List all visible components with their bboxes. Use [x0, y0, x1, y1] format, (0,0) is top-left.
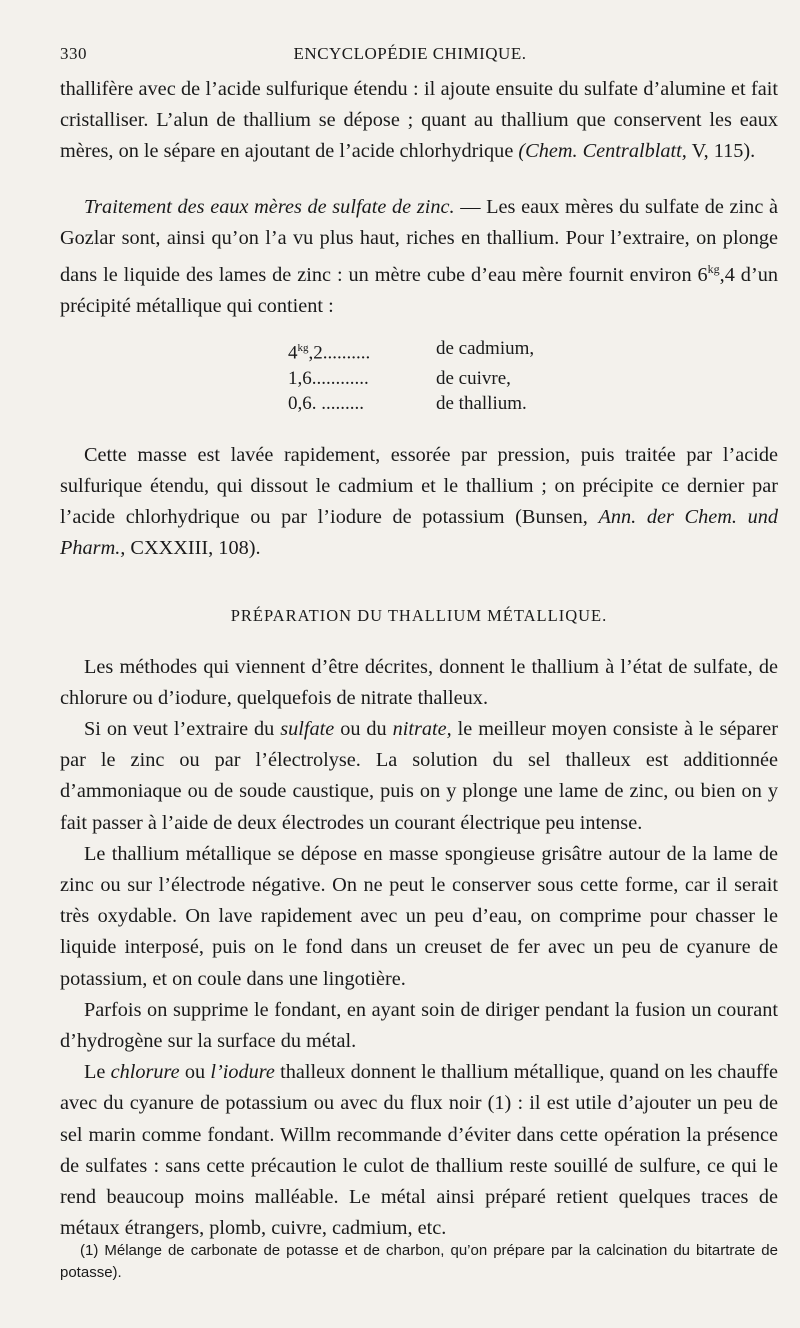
running-title: ENCYCLOPÉDIE CHIMIQUE. [293, 44, 527, 63]
footnote-text: (1) Mélange de carbonate de potasse et de charbon, qu’on prépare par la calcination du bitartrate de potasse). [60, 1242, 778, 1281]
paragraph-deposit: Le thallium métallique se dépose en masse spongieuse grisâtre autour de la lame de zinc ou sur l’électrode négative. On ne peut le conserver sous cette forme, car il serait très oxydable. On lave rapidement avec un peu d’eau, on comprime pour chasser le liquide interposé, puis on le fond dans un creuset de fer avec un peu de cyanure de potassium, et on coule dans une lingotière. [60, 842, 778, 990]
paragraph-methods: Les méthodes qui viennent d’être décrites, donnent le thallium à l’état de sulfate, de chlorure ou d’iodure, quelquefois de nitrate thalleux. [60, 655, 778, 709]
page-header [60, 40, 760, 70]
paragraph-flux: Parfois on supprime le fondant, en ayant soin de diriger pendant la fusion un courant d’hydrogène sur la surface du métal. [60, 998, 778, 1052]
paragraph-continuation: thallifère avec de l’acide sulfurique étendu : il ajoute ensuite du sulfate d’alumine et fait cristalliser. L’alun de thallium se dépose ; quant au thallium que conservent les eaux mères, on le sépare en ajoutant de l’acide chlorhydrique (Chem. Centralblatt, V, 115). [60, 78, 778, 163]
page-number: 330 [60, 44, 87, 63]
paragraph-zinc-sulfate: Traitement des eaux mères de sulfate de zinc. — Les eaux mères du sulfate de zinc à Gozlar sont, ainsi qu’on l’a vu plus haut, riches en thallium. Pour l’extraire, on plonge dans le liquide des lames de zinc : un mètre cube d’eau mère fournit environ $6^{kg},4$ d’un précipité métallique qui contient : [60, 195, 778, 317]
list-item: 0,6. ......... de thallium. [288, 392, 527, 414]
paragraph-extraction: Si on veut l’extraire du sulfate ou du nitrate, le meilleur moyen consiste à le séparer par le zinc ou par l’électrolyse. La solution du sel thalleux est additionnée d’ammoniaque ou de soude caustique, puis on y plonge une lame de zinc, ou bien on y fait passer à l’aide de deux électrodes un courant électrique peu intense. [60, 717, 778, 834]
list-item: $4^{kg},2$.......... de cadmium, [288, 338, 535, 364]
composition-list [288, 336, 778, 415]
citation-journal: (Chem. Centralblatt, [518, 140, 687, 163]
section-title: PRÉPARATION DU THALLIUM MÉTALLIQUE. [230, 606, 608, 626]
paragraph-chloride: Le chlorure ou l’iodure thalleux donnent le thallium métallique, quand on les chauffe avec du cyanure de potassium ou avec du flux noir (1) : il est utile d’ajouter un peu de sel marin comme fondant. Willm recommande d’éviter dans cette opération la présence de sulfates : sans cette précaution le culot de thallium reste souillé de sulfure, ce qui le rend beaucoup moins malléable. Le métal ainsi préparé retient quelques traces de métaux étrangers, plomb, cuivre, cadmium, etc. [60, 1061, 778, 1240]
footnote [60, 1240, 778, 1284]
paragraph-heading: Traitement des eaux mères de sulfate de zinc. [84, 195, 455, 218]
page-body [60, 74, 778, 1244]
paragraph-washing: Cette masse est lavée rapidement, essorée par pression, puis traitée par l’acide sulfurique étendu, qui dissout le cadmium et le thallium ; on précipite ce dernier par l’acide chlorhydrique ou par l’iodure de potassium (Bunsen, Ann. der Chem. und Pharm., CXXXIII, 108). [60, 443, 778, 560]
list-item: 1,6............ de cuivre, [288, 367, 511, 389]
citation-journal: Ann. der Chem. und Pharm., [60, 505, 778, 560]
